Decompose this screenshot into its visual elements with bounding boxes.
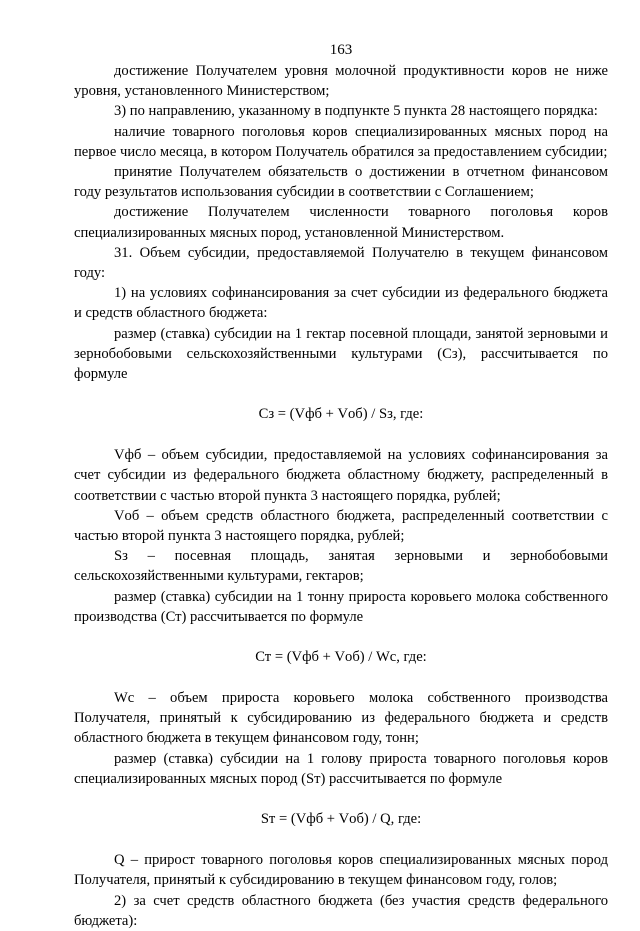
paragraph-obligations: принятие Получателем обязательств о достижении в отчетном финансовом году результатов использования субсидии в соответствии с Соглашением; [74, 164, 608, 201]
paragraph-wc-definition: Wс – объем прироста коровьего молока собственного производства Получателя, принятый к субсидированию из федерального бюджета и средств областного бюджета в текущем финансовом году, тонн; [74, 690, 608, 747]
paragraph-sz-definition: Sз – посевная площадь, занятая зерновыми и зернобобовыми сельскохозяйственными культурами, гектаров; [74, 548, 608, 585]
paragraph-beef-herd: наличие товарного поголовья коров специализированных мясных пород на первое число месяца, в котором Получатель обратился за предоставлением субсидии; [74, 123, 608, 160]
paragraph-item-1: 1) на условиях софинансирования за счет субсидии из федерального бюджета и средств областного бюджета: [74, 285, 608, 322]
paragraph-vob-definition: Vоб – объем средств областного бюджета, распределенный соответствии с частью второй пункта 3 настоящего порядка, рублей; [74, 507, 608, 545]
paragraph-item-2: 2) за счет средств областного бюджета (без участия средств федерального бюджета): [74, 892, 608, 929]
formula-sz: Сз = (Vфб + Vоб) / Sз, где: [258, 406, 424, 423]
paragraph-herd-size: достижение Получателем численности товарного поголовья коров специализированных мясных пород, установленной Министерством. [74, 204, 608, 241]
paragraph-rate-per-head: размер (ставка) субсидии на 1 голову прироста товарного поголовья коров специализированных мясных пород (Sт) рассчитывается по формуле [74, 750, 608, 787]
paragraph-section-31: 31. Объем субсидии, предоставляемой Получателю в текущем финансовом году: [74, 244, 608, 282]
paragraph-vfb-definition: Vфб – объем субсидии, предоставляемой на условиях софинансирования за счет субсидии из федерального бюджета областному бюджету, распределенный в соответствии с частью второй пункта 3 настоящего порядка, рублей; [74, 447, 608, 504]
paragraph-rate-per-ton: размер (ставка) субсидии на 1 тонну прироста коровьего молока собственного производства (Ст) рассчитывается по формуле [74, 588, 608, 625]
paragraph-rate-per-hectare: размер (ставка) субсидии на 1 гектар посевной площади, занятой зерновыми и зернобобовыми сельскохозяйственными культурами (Сз), рассчитывается по формуле [74, 325, 608, 383]
page-number: 163 [329, 42, 353, 58]
paragraph-milk-productivity: достижение Получателем уровня молочной продуктивности коров не ниже уровня, установленного Министерством; [74, 63, 608, 100]
document-page [74, 40, 608, 931]
formula-st: Ст = (Vфб + Vоб) / Wс, где: [255, 649, 427, 666]
paragraph-q-definition: Q – прирост товарного поголовья коров специализированных мясных пород Получателя, принятый к субсидированию в текущем финансовом году, голов; [74, 852, 608, 889]
formula-st-head: Sт = (Vфб + Vоб) / Q, где: [260, 811, 422, 828]
paragraph-item-3: 3) по направлению, указанному в подпункте 5 пункта 28 настоящего порядка: [114, 103, 598, 120]
